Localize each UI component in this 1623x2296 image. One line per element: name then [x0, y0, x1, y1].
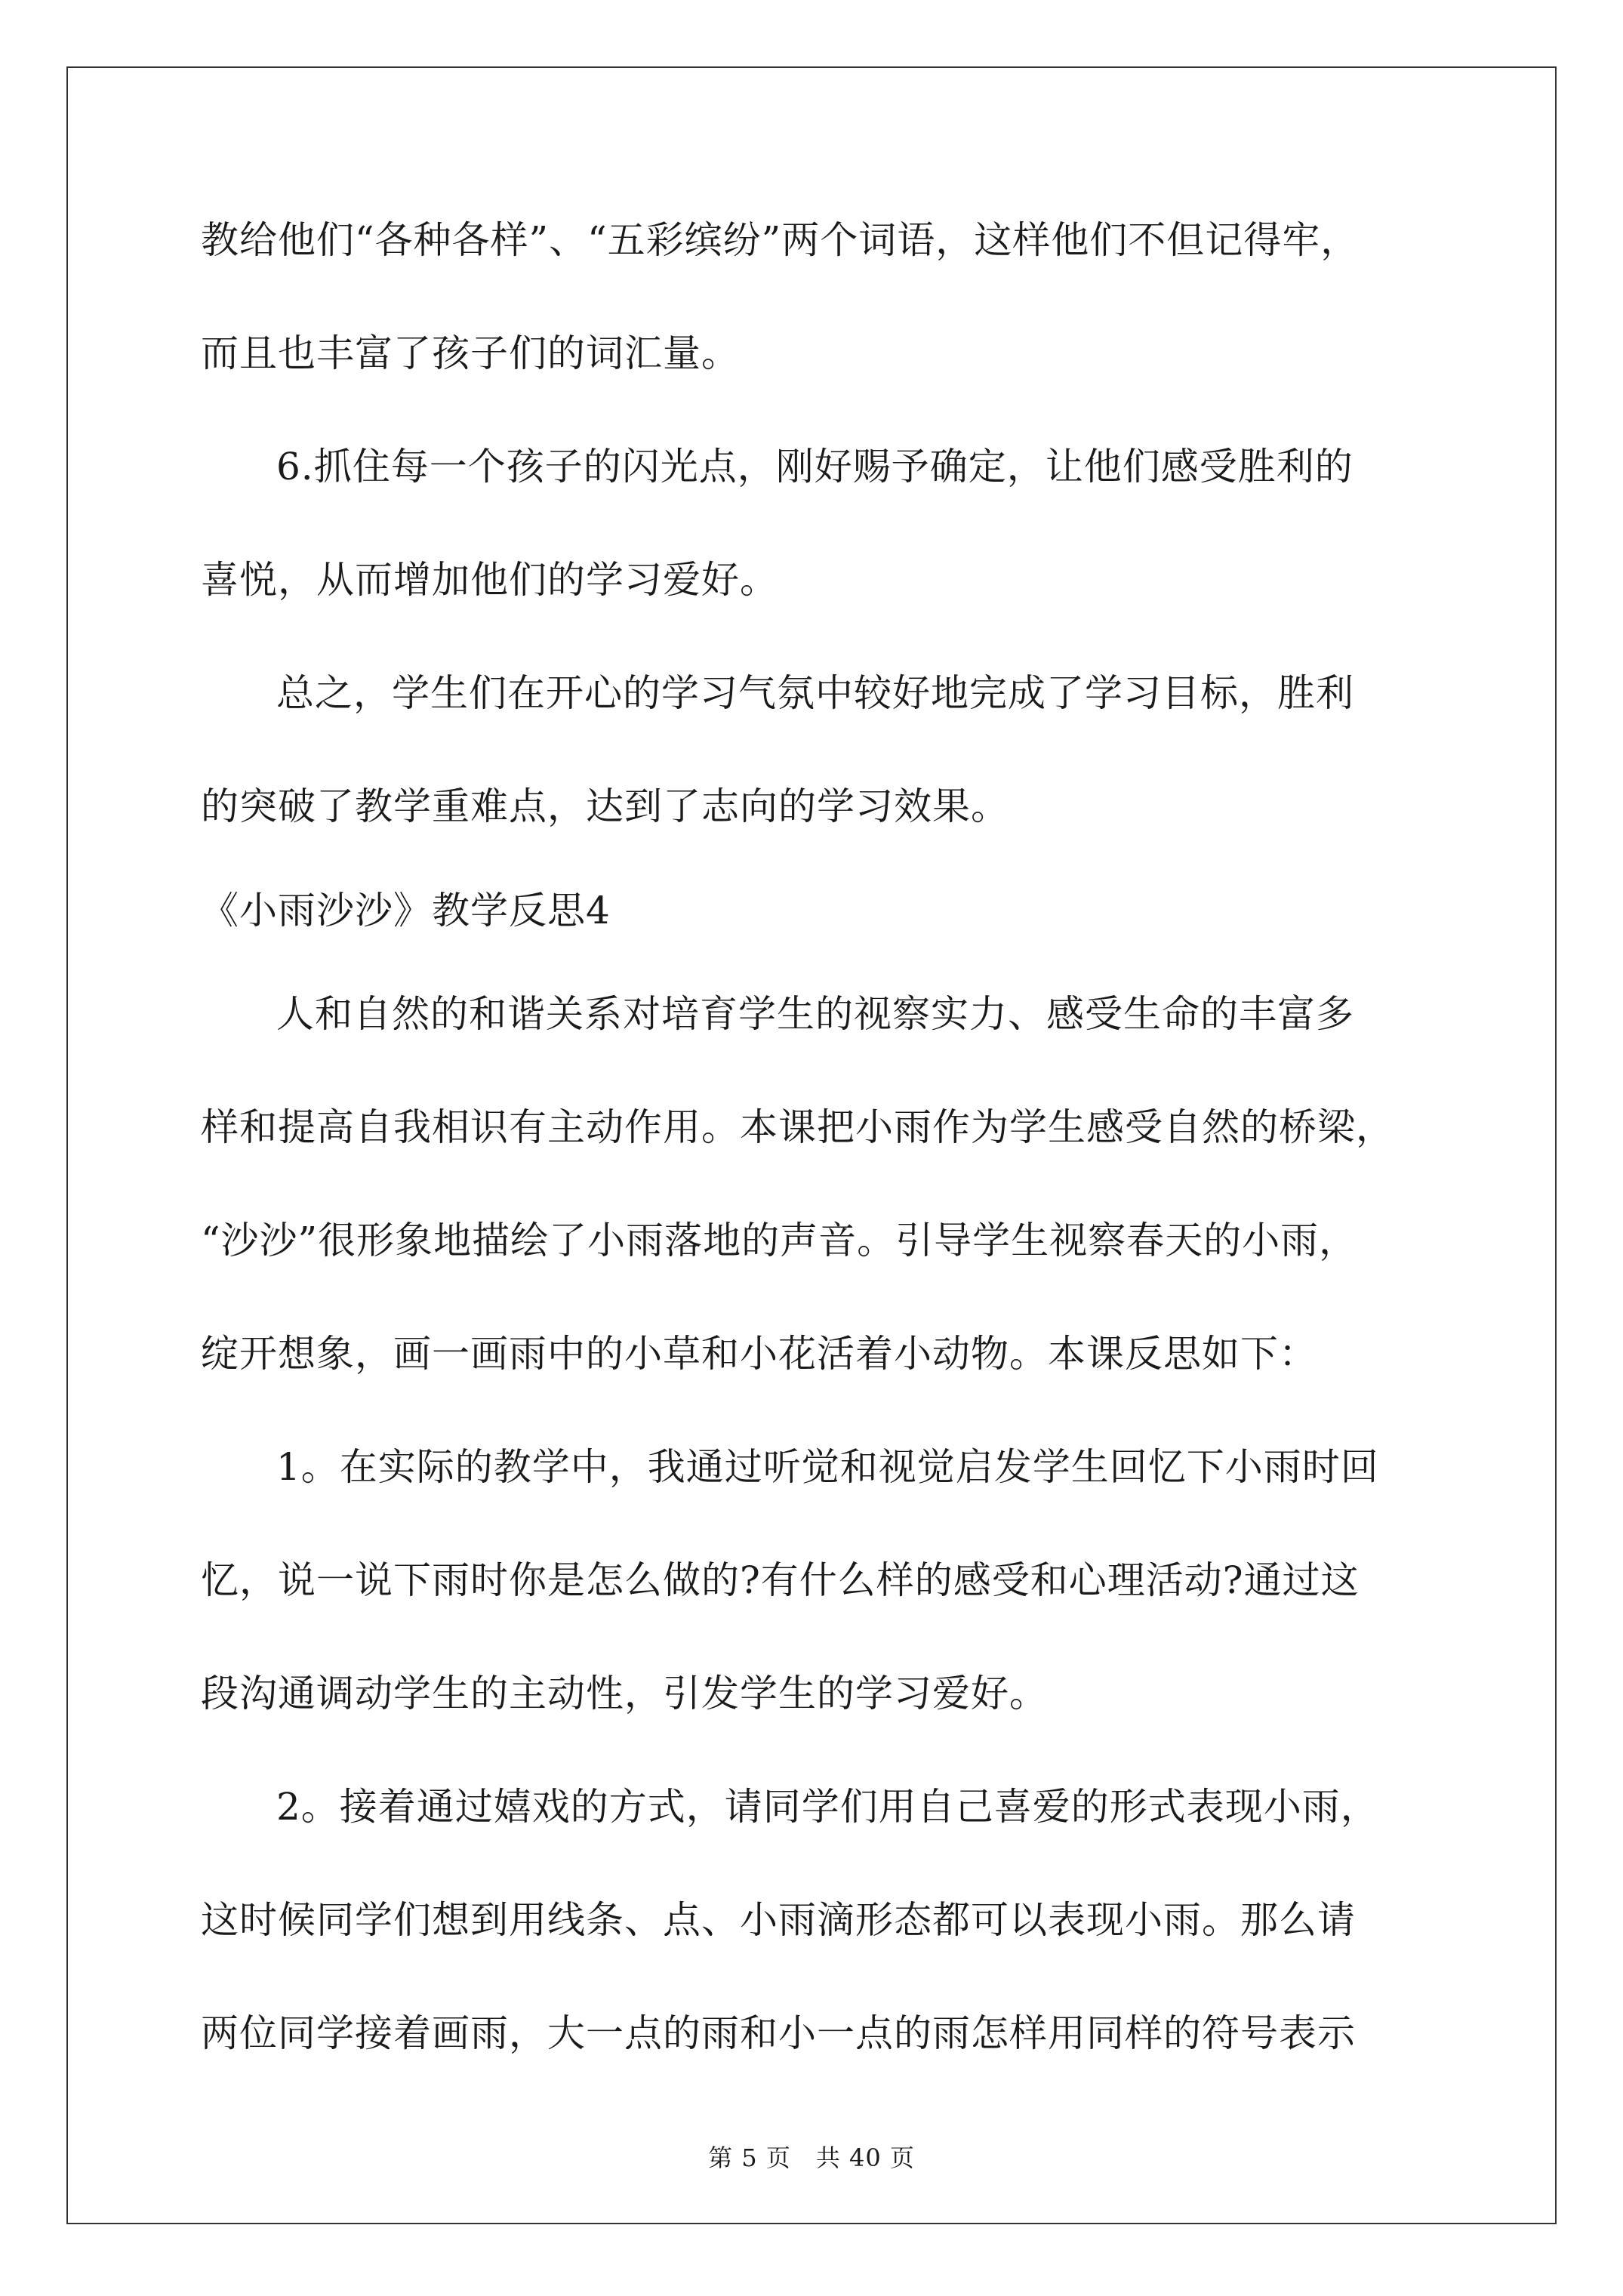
text-line-8: 人和自然的和谐关系对培育学生的视察实力、感受生命的丰富多	[276, 992, 1354, 1036]
text-line-6: 的突破了教学重难点，达到了志向的学习效果。	[201, 784, 1009, 828]
text-line-9: 样和提高自我相识有主动作用。本课把小雨作为学生感受自然的桥梁，	[201, 1105, 1394, 1149]
text-line-11: 绽开想象，画一画雨中的小草和小花活着小动物。本课反思如下：	[201, 1332, 1317, 1376]
text-line-4: 喜悦，从而增加他们的学习爱好。	[201, 558, 778, 602]
text-line-12: 1。在实际的教学中，我通过听觉和视觉启发学生回忆下小雨时回	[276, 1445, 1379, 1489]
page-number-footer: 第 5 页 共 40 页	[708, 2143, 915, 2172]
text-line-13: 忆，说一说下雨时你是怎么做的?有什么样的感受和心理活动?通过这	[201, 1558, 1360, 1602]
text-line-16: 这时候同学们想到用线条、点、小雨滴形态都可以表现小雨。那么请	[201, 1898, 1356, 1942]
text-line-17: 两位同学接着画雨，大一点的雨和小一点的雨怎样用同样的符号表示	[201, 2011, 1356, 2055]
text-line-3: 6.抓住每一个孩子的闪光点，刚好赐予确定，让他们感受胜利的	[276, 445, 1354, 488]
text-line-5: 总之，学生们在开心的学习气氛中较好地完成了学习目标，胜利	[276, 671, 1354, 715]
text-line-1: 教给他们“各种各样”、“五彩缤纷”两个词语，这样他们不但记得牢，	[201, 218, 1360, 262]
text-line-14: 段沟通调动学生的主动性，引发学生的学习爱好。	[201, 1672, 1048, 1715]
text-line-2: 而且也丰富了孩子们的词汇量。	[201, 331, 740, 375]
section-heading: 《小雨沙沙》教学反思4	[201, 889, 611, 932]
text-line-15: 2。接着通过嬉戏的方式，请同学们用自己喜爱的形式表现小雨，	[276, 1785, 1379, 1829]
text-line-10: “沙沙”很形象地描绘了小雨落地的声音。引导学生视察春天的小雨，	[201, 1219, 1358, 1262]
